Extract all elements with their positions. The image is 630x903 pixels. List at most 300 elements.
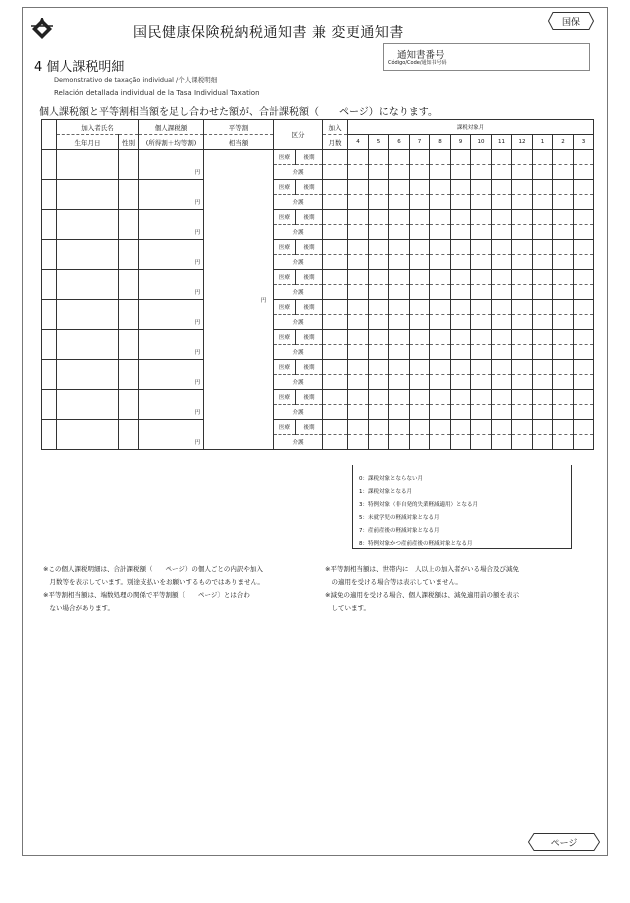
month-status-cell xyxy=(471,300,492,315)
month-status-cell xyxy=(348,390,369,405)
month-status-cell xyxy=(574,330,594,345)
month-status-cell xyxy=(533,150,553,165)
row-index-cell xyxy=(42,180,57,210)
month-status-cell xyxy=(389,375,410,390)
month-status-cell xyxy=(410,180,430,195)
month-status-cell xyxy=(410,255,430,270)
month-status-cell xyxy=(451,180,471,195)
month-status-cell xyxy=(471,330,492,345)
month-status-cell xyxy=(389,225,410,240)
month-status-cell xyxy=(369,225,389,240)
month-status-cell xyxy=(430,195,451,210)
month-status-cell xyxy=(451,240,471,255)
month-status-cell xyxy=(553,255,574,270)
month-status-cell xyxy=(533,300,553,315)
month-status-cell xyxy=(451,330,471,345)
month-status-cell xyxy=(492,420,512,435)
table-row xyxy=(42,360,594,375)
month-status-cell xyxy=(533,435,553,450)
month-status-cell xyxy=(348,300,369,315)
month-status-cell xyxy=(348,285,369,300)
category-kaigo: 介護 xyxy=(274,435,323,450)
personal-tax-cell: 円 xyxy=(139,270,204,300)
month-status-cell xyxy=(410,210,430,225)
gender-cell xyxy=(119,330,139,360)
months-enrolled-cell xyxy=(323,420,348,435)
month-status-cell xyxy=(369,270,389,285)
month-status-cell xyxy=(369,300,389,315)
month-status-cell xyxy=(348,330,369,345)
month-status-cell xyxy=(533,315,553,330)
category-kaigo: 介護 xyxy=(274,315,323,330)
month-status-cell xyxy=(492,210,512,225)
month-status-cell xyxy=(471,270,492,285)
gender-cell xyxy=(119,240,139,270)
category-iryo: 医療 xyxy=(274,150,296,165)
col-header-target-months: 課税対象月 xyxy=(348,120,594,135)
month-status-cell xyxy=(410,375,430,390)
month-status-cell xyxy=(389,165,410,180)
month-status-cell xyxy=(451,345,471,360)
month-status-cell xyxy=(492,285,512,300)
month-status-cell xyxy=(574,210,594,225)
category-iryo: 医療 xyxy=(274,210,296,225)
month-status-cell xyxy=(389,420,410,435)
legend-item: 0：課税対象とならない月 xyxy=(359,476,424,482)
table-row xyxy=(42,240,594,255)
month-status-cell xyxy=(574,405,594,420)
month-status-cell xyxy=(451,195,471,210)
month-status-cell xyxy=(471,195,492,210)
month-status-cell xyxy=(348,270,369,285)
month-status-cell xyxy=(512,435,533,450)
month-status-cell xyxy=(553,180,574,195)
month-status-cell xyxy=(512,150,533,165)
month-status-cell xyxy=(492,165,512,180)
month-status-cell xyxy=(574,435,594,450)
month-status-cell xyxy=(512,270,533,285)
month-status-cell xyxy=(430,300,451,315)
month-status-cell xyxy=(574,315,594,330)
row-index-cell xyxy=(42,150,57,180)
col-header-gender: 性別 xyxy=(119,135,139,150)
month-status-cell xyxy=(553,165,574,180)
month-status-cell xyxy=(471,360,492,375)
category-iryo: 医療 xyxy=(274,390,296,405)
month-status-cell xyxy=(369,360,389,375)
month-status-cell xyxy=(512,405,533,420)
month-status-cell xyxy=(471,435,492,450)
month-status-cell xyxy=(430,150,451,165)
month-header-cell: 4 xyxy=(348,135,369,150)
month-status-cell xyxy=(574,375,594,390)
month-status-cell xyxy=(410,300,430,315)
personal-tax-cell: 円 xyxy=(139,240,204,270)
month-status-cell xyxy=(533,405,553,420)
month-status-cell xyxy=(348,150,369,165)
gender-cell xyxy=(119,150,139,180)
month-status-cell xyxy=(492,390,512,405)
month-status-cell xyxy=(533,330,553,345)
category-iryo: 医療 xyxy=(274,330,296,345)
month-status-cell xyxy=(512,165,533,180)
category-kaigo: 介護 xyxy=(274,345,323,360)
month-status-cell xyxy=(553,405,574,420)
month-status-cell xyxy=(430,405,451,420)
month-status-cell xyxy=(430,420,451,435)
gender-cell xyxy=(119,270,139,300)
month-status-cell xyxy=(553,210,574,225)
month-status-cell xyxy=(389,270,410,285)
month-status-cell xyxy=(410,165,430,180)
month-status-cell xyxy=(430,330,451,345)
month-status-cell xyxy=(512,210,533,225)
month-status-cell xyxy=(492,150,512,165)
month-status-cell xyxy=(574,270,594,285)
notes-left: ※この個人課税明細は、合計課税額（ ページ）の個人ごとの内訳や加入 月数等を表示しています。別途支払いをお願いするものではありません。 ※平等割相当額は、端数処理の関係で平等割額〔 ページ〕とは合わ ない場合があります。 xyxy=(43,565,264,612)
month-status-cell xyxy=(451,390,471,405)
col-header-category: 区分 xyxy=(274,120,323,150)
month-header-cell: 7 xyxy=(410,135,430,150)
member-name-cell xyxy=(57,390,119,420)
month-status-cell xyxy=(471,225,492,240)
equal-share-cell: 円 xyxy=(204,150,274,450)
table-row xyxy=(42,180,594,195)
month-status-cell xyxy=(553,285,574,300)
month-status-cell xyxy=(430,375,451,390)
category-koki: 後期 xyxy=(296,420,323,435)
category-kaigo: 介護 xyxy=(274,165,323,180)
section-subtitle-pt: Demonstrativo de taxação individual /个人课税明细 xyxy=(54,76,218,84)
gender-cell xyxy=(119,420,139,450)
month-status-cell xyxy=(451,165,471,180)
month-status-cell xyxy=(492,225,512,240)
month-header-cell: 6 xyxy=(389,135,410,150)
month-status-cell xyxy=(492,300,512,315)
personal-tax-cell: 円 xyxy=(139,180,204,210)
month-status-cell xyxy=(389,240,410,255)
col-header-name: 加入者氏名 xyxy=(57,120,139,135)
month-status-cell xyxy=(369,435,389,450)
month-status-cell xyxy=(348,210,369,225)
month-header-cell: 3 xyxy=(574,135,594,150)
month-status-cell xyxy=(369,345,389,360)
category-koki: 後期 xyxy=(296,150,323,165)
month-status-cell xyxy=(512,345,533,360)
month-status-cell xyxy=(369,180,389,195)
month-status-cell xyxy=(574,150,594,165)
month-status-cell xyxy=(389,405,410,420)
row-index-cell xyxy=(42,390,57,420)
months-enrolled-cell xyxy=(323,375,348,390)
month-status-cell xyxy=(492,360,512,375)
month-status-cell xyxy=(553,150,574,165)
month-status-cell xyxy=(553,240,574,255)
month-status-cell xyxy=(574,360,594,375)
months-enrolled-cell xyxy=(323,210,348,225)
month-status-cell xyxy=(533,360,553,375)
row-index-cell xyxy=(42,300,57,330)
months-enrolled-cell xyxy=(323,330,348,345)
notice-number-label: 通知書番号 xyxy=(397,50,445,61)
table-row xyxy=(42,300,594,315)
month-status-cell xyxy=(348,405,369,420)
month-status-cell xyxy=(492,315,512,330)
month-status-cell xyxy=(410,240,430,255)
months-enrolled-cell xyxy=(323,255,348,270)
category-koki: 後期 xyxy=(296,300,323,315)
month-status-cell xyxy=(553,435,574,450)
month-status-cell xyxy=(430,240,451,255)
status-code-legend xyxy=(352,465,572,549)
month-status-cell xyxy=(369,405,389,420)
month-header-cell: 1 xyxy=(533,135,553,150)
month-status-cell xyxy=(451,435,471,450)
month-status-cell xyxy=(512,180,533,195)
gender-cell xyxy=(119,390,139,420)
month-status-cell xyxy=(451,300,471,315)
table-row xyxy=(42,390,594,405)
month-status-cell xyxy=(553,345,574,360)
month-status-cell xyxy=(492,255,512,270)
month-status-cell xyxy=(533,240,553,255)
month-header-cell: 9 xyxy=(451,135,471,150)
month-status-cell xyxy=(430,345,451,360)
month-status-cell xyxy=(574,225,594,240)
category-kaigo: 介護 xyxy=(274,405,323,420)
month-status-cell xyxy=(553,390,574,405)
month-status-cell xyxy=(512,300,533,315)
month-status-cell xyxy=(512,390,533,405)
category-iryo: 医療 xyxy=(274,360,296,375)
personal-tax-cell: 円 xyxy=(139,300,204,330)
month-status-cell xyxy=(574,240,594,255)
col-header-birth: 生年月日 xyxy=(57,135,119,150)
month-status-cell xyxy=(451,285,471,300)
month-status-cell xyxy=(389,390,410,405)
month-status-cell xyxy=(451,375,471,390)
month-status-cell xyxy=(471,285,492,300)
month-status-cell xyxy=(369,255,389,270)
month-status-cell xyxy=(348,180,369,195)
month-status-cell xyxy=(430,180,451,195)
category-koki: 後期 xyxy=(296,360,323,375)
member-name-cell xyxy=(57,150,119,180)
month-header-cell: 12 xyxy=(512,135,533,150)
row-index-cell xyxy=(42,270,57,300)
month-status-cell xyxy=(492,375,512,390)
lead-sentence: 個人課税額と平等割相当額を足し合わせた額が、合計課税額（ ページ）になります。 xyxy=(39,107,438,118)
legend-item: 7：産前産後の軽減対象となる月 xyxy=(359,528,440,534)
month-status-cell xyxy=(553,270,574,285)
category-iryo: 医療 xyxy=(274,270,296,285)
month-status-cell xyxy=(348,240,369,255)
month-status-cell xyxy=(410,330,430,345)
category-koki: 後期 xyxy=(296,330,323,345)
member-name-cell xyxy=(57,360,119,390)
month-status-cell xyxy=(512,240,533,255)
month-status-cell xyxy=(553,360,574,375)
month-status-cell xyxy=(348,375,369,390)
month-status-cell xyxy=(492,195,512,210)
col-header-months-sub: 月数 xyxy=(323,135,348,150)
month-status-cell xyxy=(389,285,410,300)
month-status-cell xyxy=(410,150,430,165)
month-status-cell xyxy=(430,210,451,225)
month-status-cell xyxy=(533,345,553,360)
col-header-tax-sub: (所得割＋均等割) xyxy=(139,135,204,150)
month-status-cell xyxy=(533,165,553,180)
month-status-cell xyxy=(471,390,492,405)
month-status-cell xyxy=(369,330,389,345)
month-status-cell xyxy=(451,420,471,435)
month-status-cell xyxy=(471,240,492,255)
personal-tax-cell: 円 xyxy=(139,330,204,360)
month-status-cell xyxy=(553,420,574,435)
month-status-cell xyxy=(410,345,430,360)
month-status-cell xyxy=(553,225,574,240)
month-status-cell xyxy=(348,345,369,360)
member-name-cell xyxy=(57,270,119,300)
month-status-cell xyxy=(471,210,492,225)
month-status-cell xyxy=(348,255,369,270)
month-status-cell xyxy=(471,405,492,420)
month-status-cell xyxy=(389,315,410,330)
month-status-cell xyxy=(410,405,430,420)
table-row xyxy=(42,150,594,165)
month-status-cell xyxy=(369,375,389,390)
month-status-cell xyxy=(574,345,594,360)
months-enrolled-cell xyxy=(323,345,348,360)
month-status-cell xyxy=(512,285,533,300)
month-status-cell xyxy=(430,315,451,330)
month-status-cell xyxy=(574,195,594,210)
month-status-cell xyxy=(553,300,574,315)
category-kaigo: 介護 xyxy=(274,375,323,390)
category-iryo: 医療 xyxy=(274,420,296,435)
category-koki: 後期 xyxy=(296,210,323,225)
member-name-cell xyxy=(57,180,119,210)
month-status-cell xyxy=(430,360,451,375)
month-status-cell xyxy=(389,300,410,315)
gender-cell xyxy=(119,300,139,330)
personal-tax-cell: 円 xyxy=(139,390,204,420)
month-status-cell xyxy=(492,405,512,420)
legend-item: 3：特例対象（非自発的失業軽減適用）となる月 xyxy=(359,502,479,508)
member-name-cell xyxy=(57,330,119,360)
month-status-cell xyxy=(512,330,533,345)
month-status-cell xyxy=(430,270,451,285)
tax-detail-table xyxy=(41,119,594,450)
month-status-cell xyxy=(533,195,553,210)
months-enrolled-cell xyxy=(323,405,348,420)
member-name-cell xyxy=(57,240,119,270)
month-status-cell xyxy=(471,375,492,390)
month-status-cell xyxy=(492,435,512,450)
month-status-cell xyxy=(492,270,512,285)
month-status-cell xyxy=(533,255,553,270)
month-header-cell: 2 xyxy=(553,135,574,150)
month-status-cell xyxy=(410,315,430,330)
month-status-cell xyxy=(348,420,369,435)
month-status-cell xyxy=(451,360,471,375)
month-status-cell xyxy=(492,240,512,255)
month-status-cell xyxy=(348,360,369,375)
personal-tax-cell: 円 xyxy=(139,420,204,450)
month-status-cell xyxy=(389,150,410,165)
member-name-cell xyxy=(57,420,119,450)
month-status-cell xyxy=(348,225,369,240)
month-status-cell xyxy=(410,285,430,300)
month-status-cell xyxy=(389,180,410,195)
section-subtitle-es: Relación detallada individual de la Tasa Individual Taxation xyxy=(54,89,260,97)
month-status-cell xyxy=(574,300,594,315)
month-status-cell xyxy=(389,345,410,360)
category-kaigo: 介護 xyxy=(274,225,323,240)
month-header-cell: 5 xyxy=(369,135,389,150)
personal-tax-cell: 円 xyxy=(139,210,204,240)
month-status-cell xyxy=(451,255,471,270)
month-status-cell xyxy=(574,420,594,435)
month-header-cell: 8 xyxy=(430,135,451,150)
notice-number-sublabel: Código/Code/通知书号码 xyxy=(388,60,447,66)
month-status-cell xyxy=(389,195,410,210)
months-enrolled-cell xyxy=(323,390,348,405)
notice-number-box xyxy=(383,43,590,71)
month-status-cell xyxy=(389,330,410,345)
month-status-cell xyxy=(369,150,389,165)
document-title: 国民健康保険税納税通知書 兼 変更通知書 xyxy=(133,25,404,41)
category-koki: 後期 xyxy=(296,390,323,405)
category-iryo: 医療 xyxy=(274,180,296,195)
months-enrolled-cell xyxy=(323,315,348,330)
month-status-cell xyxy=(512,195,533,210)
month-status-cell xyxy=(492,330,512,345)
month-status-cell xyxy=(430,225,451,240)
month-status-cell xyxy=(430,255,451,270)
month-status-cell xyxy=(369,195,389,210)
month-status-cell xyxy=(410,270,430,285)
table-row xyxy=(42,330,594,345)
month-status-cell xyxy=(348,195,369,210)
month-status-cell xyxy=(533,375,553,390)
month-status-cell xyxy=(369,315,389,330)
month-status-cell xyxy=(369,210,389,225)
personal-tax-cell: 円 xyxy=(139,150,204,180)
category-koki: 後期 xyxy=(296,180,323,195)
month-status-cell xyxy=(574,285,594,300)
month-status-cell xyxy=(348,165,369,180)
months-enrolled-cell xyxy=(323,240,348,255)
month-status-cell xyxy=(533,225,553,240)
month-status-cell xyxy=(410,420,430,435)
row-index-cell xyxy=(42,360,57,390)
months-enrolled-cell xyxy=(323,180,348,195)
category-kaigo: 介護 xyxy=(274,285,323,300)
notes-right: ※平等割相当額は、世帯内に 人以上の加入者がいる場合及び減免 の適用を受ける場合等は表示していません。 ※減免の適用を受ける場合、個人課税額は、減免適用前の額を表示 しています。 xyxy=(325,565,519,612)
month-header-cell: 10 xyxy=(471,135,492,150)
category-koki: 後期 xyxy=(296,270,323,285)
section-title: 4 個人課税明細 xyxy=(34,60,125,75)
month-status-cell xyxy=(553,375,574,390)
gender-cell xyxy=(119,360,139,390)
table-row xyxy=(42,270,594,285)
month-status-cell xyxy=(533,270,553,285)
col-header-months: 加入 xyxy=(323,120,348,135)
months-enrolled-cell xyxy=(323,285,348,300)
month-status-cell xyxy=(410,360,430,375)
col-header-equal-sub: 相当額 xyxy=(204,135,274,150)
